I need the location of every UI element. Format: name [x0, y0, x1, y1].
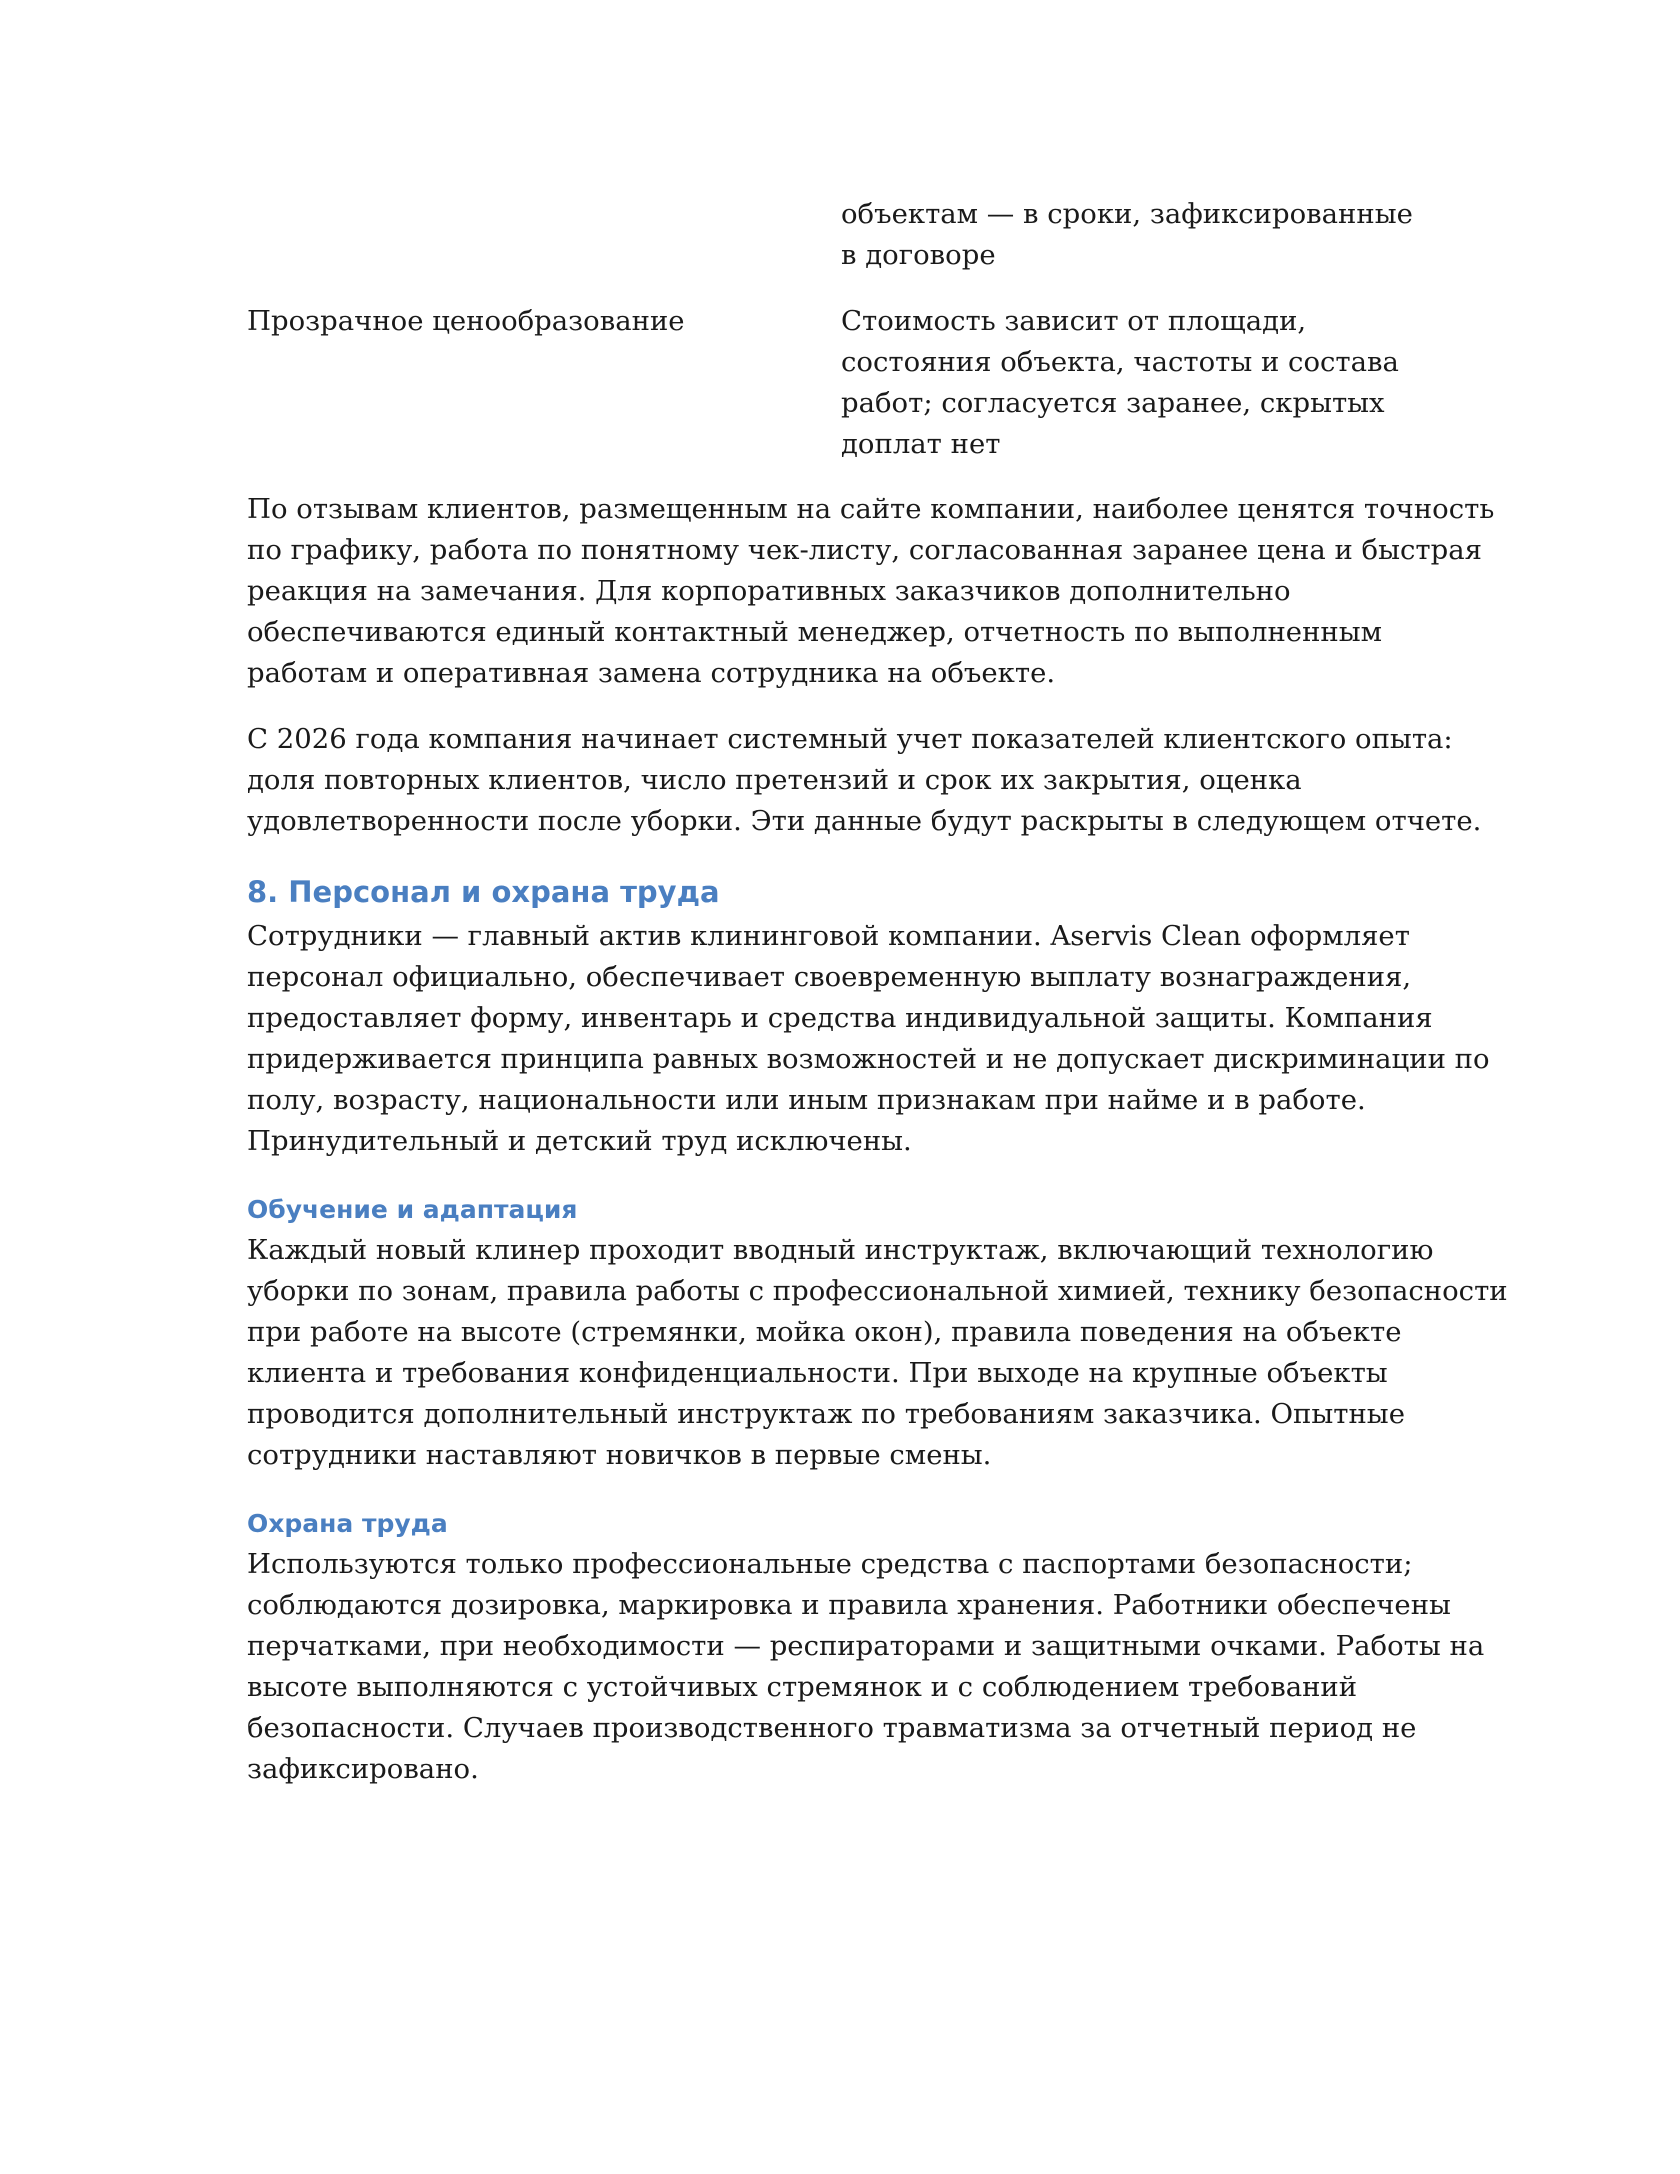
paragraph-safety	[247, 1544, 1485, 1790]
text-line: Сотрудники — главный актив клининговой компании. Aservis Clean оформляет	[247, 920, 1410, 952]
subheading-safety: Охрана труда	[247, 1509, 448, 1538]
text-line: удовлетворенности после уборки. Эти данные будут раскрыты в следующем отчете.	[247, 805, 1482, 837]
text-line: доля повторных клиентов, число претензий и срок их закрытия, оценка	[247, 764, 1302, 796]
table-row	[247, 301, 1437, 465]
table-cell-line: состояния объекта, частоты и состава	[841, 346, 1399, 378]
text-line: предоставляет форму, инвентарь и средства индивидуальной защиты. Компания	[247, 1002, 1433, 1034]
benefits-table	[247, 194, 1437, 465]
text-line: По отзывам клиентов, размещенным на сайте компании, наиболее ценятся точность	[247, 493, 1495, 525]
section-heading-personnel: 8. Персонал и охрана труда	[247, 875, 720, 909]
text-line: Принудительный и детский труд исключены.	[247, 1125, 912, 1157]
text-line: работам и оперативная замена сотрудника на объекте.	[247, 657, 1056, 689]
text-line: реакция на замечания. Для корпоративных заказчиков дополнительно	[247, 575, 1291, 607]
table-cell-line: объектам — в сроки, зафиксированные	[841, 198, 1413, 230]
text-line: Каждый новый клинер проходит вводный инструктаж, включающий технологию	[247, 1234, 1434, 1266]
text-line: клиента и требования конфиденциальности. При выходе на крупные объекты	[247, 1357, 1388, 1389]
text-line: Используются только профессиональные средства с паспортами безопасности;	[247, 1548, 1413, 1580]
text-line: проводится дополнительный инструктаж по требованиям заказчика. Опытные	[247, 1398, 1405, 1430]
text-line: сотрудники наставляют новичков в первые смены.	[247, 1439, 992, 1471]
text-line: обеспечиваются единый контактный менеджер, отчетность по выполненным	[247, 616, 1383, 648]
paragraph-training	[247, 1230, 1508, 1476]
paragraph-personnel	[247, 916, 1490, 1162]
paragraph-reviews	[247, 489, 1495, 694]
page-content	[247, 194, 1508, 1790]
text-line: при работе на высоте (стремянки, мойка окон), правила поведения на объекте	[247, 1316, 1402, 1348]
table-cell-line: работ; согласуется заранее, скрытых	[841, 387, 1385, 419]
table-cell-line: в договоре	[841, 239, 996, 271]
text-line: высоте выполняются с устойчивых стремянок и с соблюдением требований	[247, 1671, 1358, 1703]
subheading-training: Обучение и адаптация	[247, 1195, 578, 1224]
text-line: придерживается принципа равных возможностей и не допускает дискриминации по	[247, 1043, 1490, 1075]
table-cell-line: Стоимость зависит от площади,	[841, 305, 1307, 337]
text-line: соблюдаются дозировка, маркировка и правила хранения. Работники обеспечены	[247, 1589, 1451, 1621]
text-line: полу, возрасту, национальности или иным признакам при найме и в работе.	[247, 1084, 1366, 1116]
text-line: безопасности. Случаев производственного травматизма за отчетный период не	[247, 1712, 1417, 1744]
table-cell-text: Прозрачное ценообразование	[247, 305, 685, 337]
text-line: перчатками, при необходимости — респираторами и защитными очками. Работы на	[247, 1630, 1485, 1662]
text-line: зафиксировано.	[247, 1753, 479, 1785]
table-cell-line: доплат нет	[841, 428, 1001, 460]
table-row	[247, 194, 1437, 276]
text-line: по графику, работа по понятному чек-листу, согласованная заранее цена и быстрая	[247, 534, 1482, 566]
table-cell-left	[247, 301, 841, 342]
table-cell-right	[841, 301, 1437, 465]
text-line: С 2026 года компания начинает системный учет показателей клиентского опыта:	[247, 723, 1453, 755]
table-cell-right	[841, 194, 1437, 276]
text-line: персонал официально, обеспечивает своевременную выплату вознаграждения,	[247, 961, 1412, 993]
paragraph-2026	[247, 719, 1482, 842]
text-line: уборки по зонам, правила работы с профессиональной химией, технику безопасности	[247, 1275, 1508, 1307]
